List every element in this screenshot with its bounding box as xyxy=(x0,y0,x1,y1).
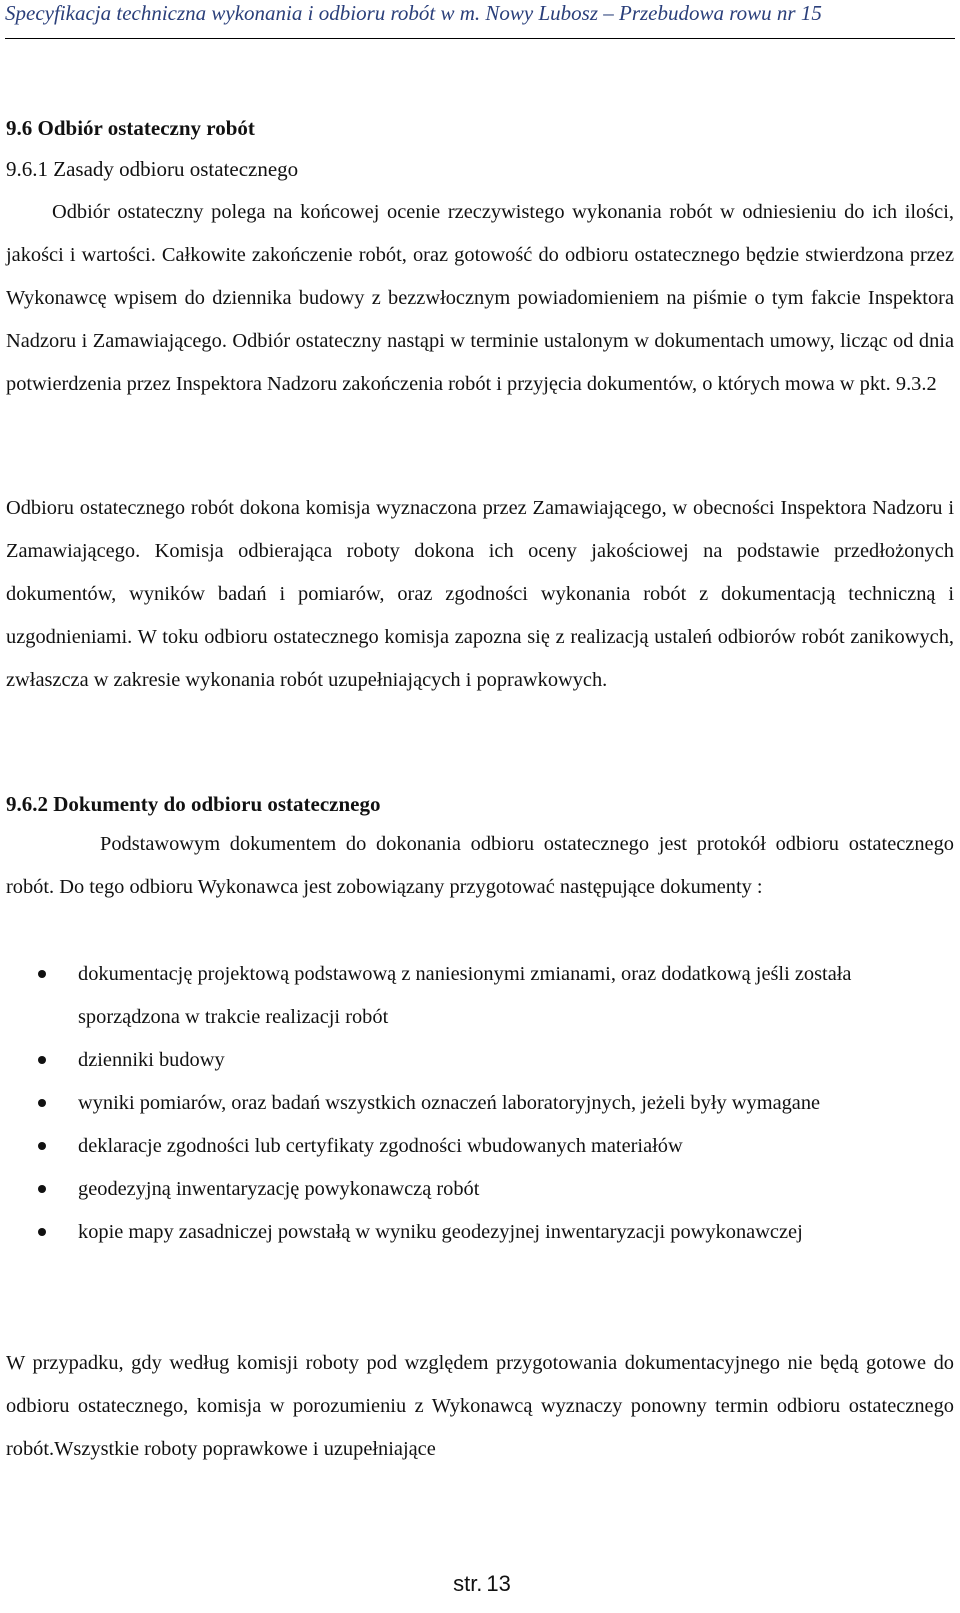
list-item: dokumentację projektową podstawową z naniesionymi zmianami, oraz dodatkową jeśli została sporządzona w trakcie realizacji robót xyxy=(6,953,954,1039)
paragraph-ponowny-termin xyxy=(6,1342,954,1471)
paragraph-komisja xyxy=(6,487,954,702)
paragraph-odbior-ostateczny xyxy=(6,191,954,406)
paragraph-text: W przypadku, gdy według komisji roboty pod względem przygotowania dokumentacyjnego nie będą gotowe do odbioru ostatecznego, komisja w porozumieniu z Wykonawcą wyznaczy ponowny termin odbioru ostatecznego robót.Wszystkie roboty poprawkowe i uzupełniające xyxy=(6,1352,954,1460)
page-header: Specyfikacja techniczna wykonania i odbioru robót w m. Nowy Lubosz – Przebudowa rowu nr 15 xyxy=(5,0,955,39)
paragraph-dokumenty xyxy=(6,823,954,909)
documents-list xyxy=(6,953,954,1254)
paragraph-text: Odbioru ostatecznego robót dokona komisja wyznaczona przez Zamawiającego, w obecności Inspektora Nadzoru i Zamawiającego. Komisja odbierająca roboty dokona ich oceny jakościowej na podstawie przedłożonych dokumentów, wyników badań i pomiarów, oraz zgodności wykonania robót z dokumentacją techniczną i uzgodnieniami. W toku odbioru ostatecznego komisja zapozna się z realizacją ustaleń odbiorów robót zanikowych, zwłaszcza w zakresie wykonania robót uzupełniających i poprawkowych. xyxy=(6,497,954,691)
list-item: dzienniki budowy xyxy=(6,1039,954,1082)
page-footer xyxy=(0,1570,960,1598)
page-label: str. xyxy=(453,1571,483,1596)
paragraph-text: Podstawowym dokumentem do dokonania odbioru ostatecznego jest protokół odbioru ostatecznego robót. Do tego odbioru Wykonawca jest zobowiązany przygotować następujące dokumenty : xyxy=(6,833,954,898)
list-item: wyniki pomiarów, oraz badań wszystkich oznaczeń laboratoryjnych, jeżeli były wymagane xyxy=(6,1082,954,1125)
list-item: geodezyjną inwentaryzację powykonawczą robót xyxy=(6,1168,954,1211)
section-9-6-1-title: 9.6.1 Zasady odbioru ostatecznego xyxy=(6,157,299,181)
section-9-6-title: 9.6 Odbiór ostateczny robót xyxy=(6,116,255,140)
list-item: deklaracje zgodności lub certyfikaty zgodności wbudowanych materiałów xyxy=(6,1125,954,1168)
list-item: kopie mapy zasadniczej powstałą w wyniku geodezyjnej inwentaryzacji powykonawczej xyxy=(6,1211,954,1254)
page-number: 13 xyxy=(486,1571,511,1596)
section-9-6-2-title: 9.6.2 Dokumenty do odbioru ostatecznego xyxy=(6,792,381,816)
paragraph-text: Odbiór ostateczny polega na końcowej ocenie rzeczywistego wykonania robót w odniesieniu do ich ilości, jakości i wartości. Całkowite zakończenie robót, oraz gotowość do odbioru ostatecznego będzie stwierdzona przez Wykonawcę wpisem do dziennika budowy z bezzwłocznym powiadomieniem na piśmie o tym fakcie Inspektora Nadzoru i Zamawiającego. Odbiór ostateczny nastąpi w terminie ustalonym w dokumentach umowy, licząc od dnia potwierdzenia przez Inspektora Nadzoru zakończenia robót i przyjęcia dokumentów, o których mowa w pkt. 9.3.2 xyxy=(6,201,954,395)
